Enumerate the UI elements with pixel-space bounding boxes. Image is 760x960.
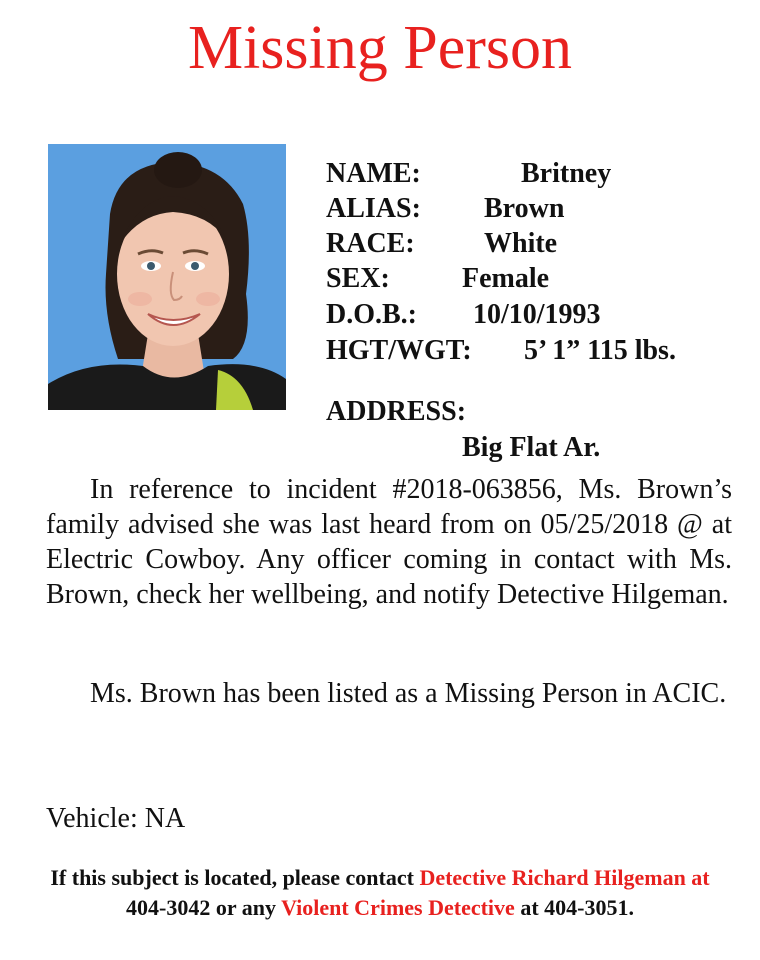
alias-label: ALIAS: [326, 193, 421, 224]
race-label: RACE: [326, 228, 415, 259]
detective-name: Detective Richard Hilgeman at [419, 865, 710, 890]
person-photo [48, 144, 286, 410]
alias-value: Brown [484, 193, 565, 224]
hgtwgt-value: 5’ 1” 115 lbs. [524, 335, 676, 366]
name-value: Britney [521, 158, 612, 189]
sex-label: SEX: [326, 263, 390, 294]
contact-text-1: If this subject is located, please contact [50, 865, 420, 890]
acic-paragraph: Ms. Brown has been listed as a Missing Person in ACIC. [90, 678, 727, 709]
hgtwgt-label: HGT/WGT: [326, 335, 472, 366]
name-label: NAME: [326, 158, 421, 189]
page-title: Missing Person [187, 14, 573, 82]
address-value: Big Flat Ar. [462, 432, 601, 463]
incident-paragraph: In reference to incident #2018-063856, Ms. Brown’s family advised she was last heard from on 05/25/2018 @ at Electric Cowboy. Any officer coming in contact with Ms. Brown, check her wellbeing, and notify Detective Hilgeman. [46, 474, 732, 610]
dob-label: D.O.B.: [326, 299, 417, 330]
race-value: White [484, 228, 558, 259]
contact-text-2: 404-3042 or any [126, 895, 282, 920]
dob-value: 10/10/1993 [473, 299, 601, 330]
address-label: ADDRESS: [326, 396, 467, 427]
unit-name: Violent Crimes Detective [281, 895, 515, 920]
sex-value: Female [462, 263, 550, 294]
vehicle-info: Vehicle: NA [46, 803, 186, 834]
contact-notice [40, 863, 720, 923]
contact-text-3: at 404-3051. [514, 895, 634, 920]
